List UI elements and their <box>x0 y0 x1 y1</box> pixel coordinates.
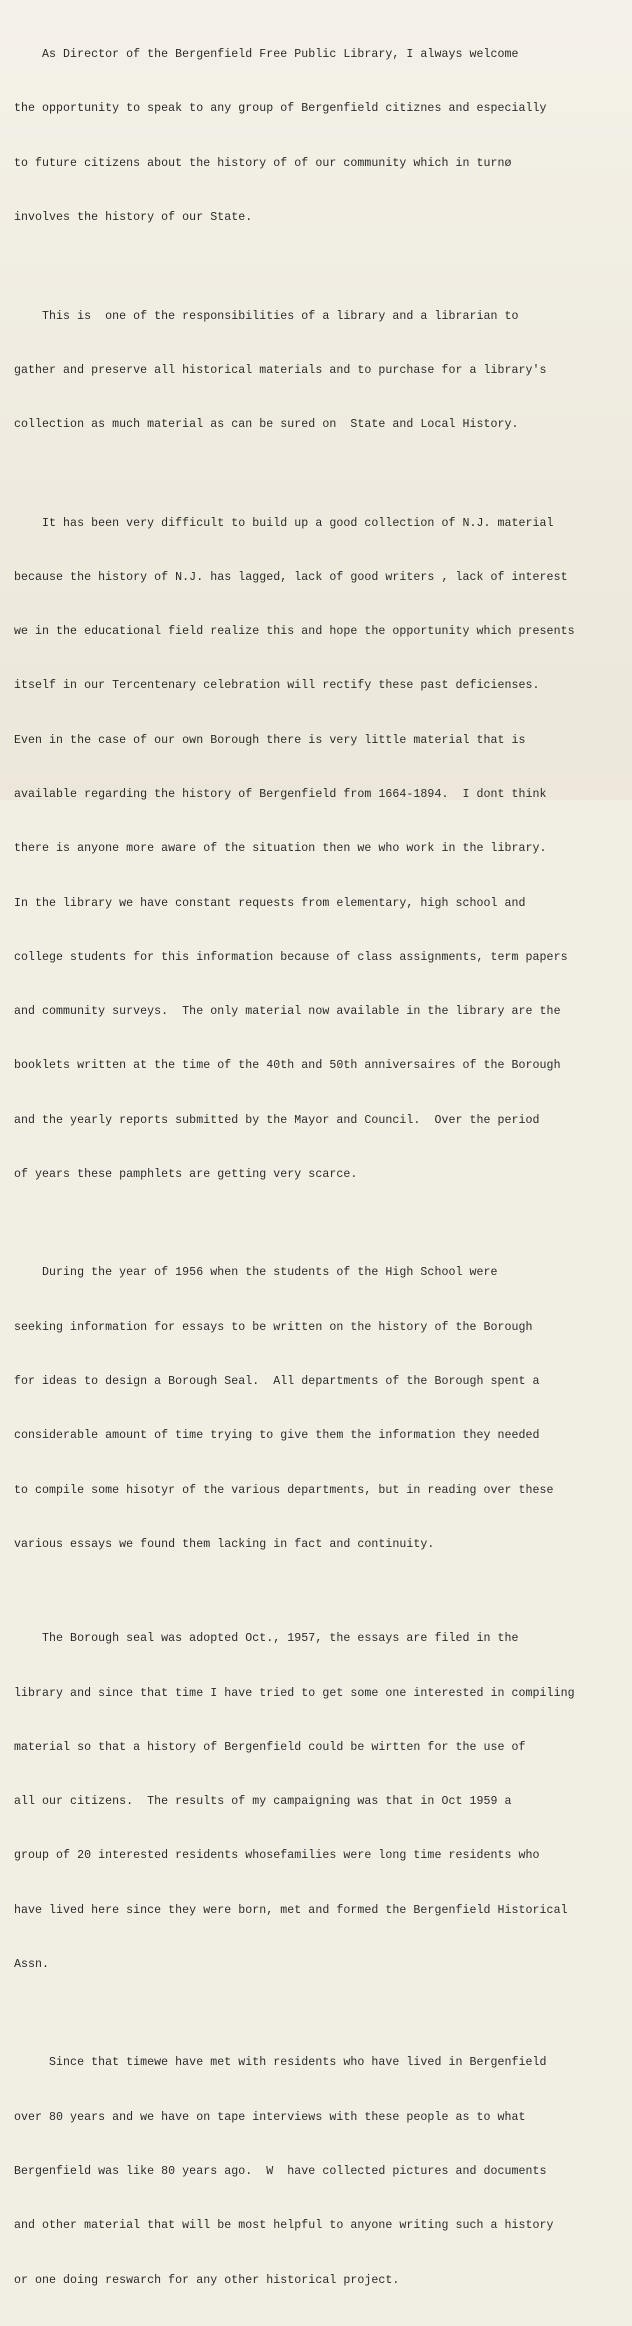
text-line: college students for this information because of class assignments, term papers <box>14 950 568 964</box>
text-line: because the history of N.J. has lagged, lack of good writers , lack of interest <box>14 570 568 584</box>
letter-body <box>14 10 626 2326</box>
text-line: of years these pamphlets are getting very scarce. <box>14 1167 358 1181</box>
text-line: This is one of the responsibilities of a library and a librarian to <box>14 309 519 323</box>
text-line: Bergenfield was like 80 years ago. W have collected pictures and documents <box>14 2164 547 2178</box>
text-line: we in the educational field realize this and hope the opportunity which presents <box>14 625 575 639</box>
text-line: to compile some hisotyr of the various departments, but in reading over these <box>14 1483 554 1497</box>
paragraph-2 <box>14 271 626 470</box>
paragraph-gap <box>14 2010 626 2018</box>
text-line: for ideas to design a Borough Seal. All departments of the Borough spent a <box>14 1374 540 1388</box>
text-line: material so that a history of Bergenfield could be wirtten for the use of <box>14 1740 526 1754</box>
text-line: group of 20 interested residents whosefamilies were long time residents who <box>14 1849 540 1863</box>
text-line: The Borough seal was adopted Oct., 1957, the essays are filed in the <box>14 1632 519 1646</box>
text-line: It has been very difficult to build up a good collection of N.J. material <box>14 516 554 530</box>
text-line: During the year of 1956 when the students of the High School were <box>14 1266 498 1280</box>
text-line: Even in the case of our own Borough there is very little material that is <box>14 733 526 747</box>
text-line: available regarding the history of Bergenfield from 1664-1894. I dont think <box>14 787 547 801</box>
text-line: and other material that will be most helpful to anyone writing such a history <box>14 2219 554 2233</box>
text-line: As Director of the Bergenfield Free Public Library, I always welcome <box>14 48 519 62</box>
paragraph-gap <box>14 470 626 478</box>
text-line: involves the history of our State. <box>14 211 253 225</box>
paragraph-gap <box>14 263 626 271</box>
paragraph-4 <box>14 1228 626 1590</box>
text-line: the opportunity to speak to any group of Bergenfield citiznes and especially <box>14 102 547 116</box>
text-line: seeking information for essays to be written on the history of the Borough <box>14 1320 533 1334</box>
text-line: considerable amount of time trying to give them the information they needed <box>14 1429 540 1443</box>
text-line: have lived here since they were born, met and formed the Bergenfield Historical <box>14 1903 568 1917</box>
text-line: and community surveys. The only material now available in the library are the <box>14 1005 561 1019</box>
text-line: to future citizens about the history of of our community which in turnø <box>14 156 512 170</box>
text-line: Since that timewe have met with residents who have lived in Bergenfield <box>14 2056 547 2070</box>
text-line: collection as much material as can be sured on State and Local History. <box>14 418 519 432</box>
text-line: itself in our Tercentenary celebration will rectify these past deficienses. <box>14 679 540 693</box>
text-line: booklets written at the time of the 40th and 50th anniversaires of the Borough <box>14 1059 561 1073</box>
text-line: or one doing reswarch for any other historical project. <box>14 2273 400 2287</box>
text-line: there is anyone more aware of the situation then we who work in the library. <box>14 842 547 856</box>
paragraph-gap <box>14 1220 626 1228</box>
text-line: In the library we have constant requests from elementary, high school and <box>14 896 526 910</box>
text-line: over 80 years and we have on tape interviews with these people as to what <box>14 2110 526 2124</box>
paragraph-6 <box>14 2018 626 2326</box>
text-line: library and since that time I have tried to get some one interested in compiling <box>14 1686 575 1700</box>
text-line: and the yearly reports submitted by the Mayor and Council. Over the period <box>14 1113 540 1127</box>
text-line: various essays we found them lacking in fact and continuity. <box>14 1537 435 1551</box>
text-line: Assn. <box>14 1957 50 1971</box>
text-line: all our citizens. The results of my campaigning was that in Oct 1959 a <box>14 1795 512 1809</box>
paragraph-3 <box>14 478 626 1220</box>
paragraph-1 <box>14 10 626 263</box>
paragraph-5 <box>14 1594 626 2010</box>
text-line: gather and preserve all historical materials and to purchase for a library's <box>14 363 547 377</box>
